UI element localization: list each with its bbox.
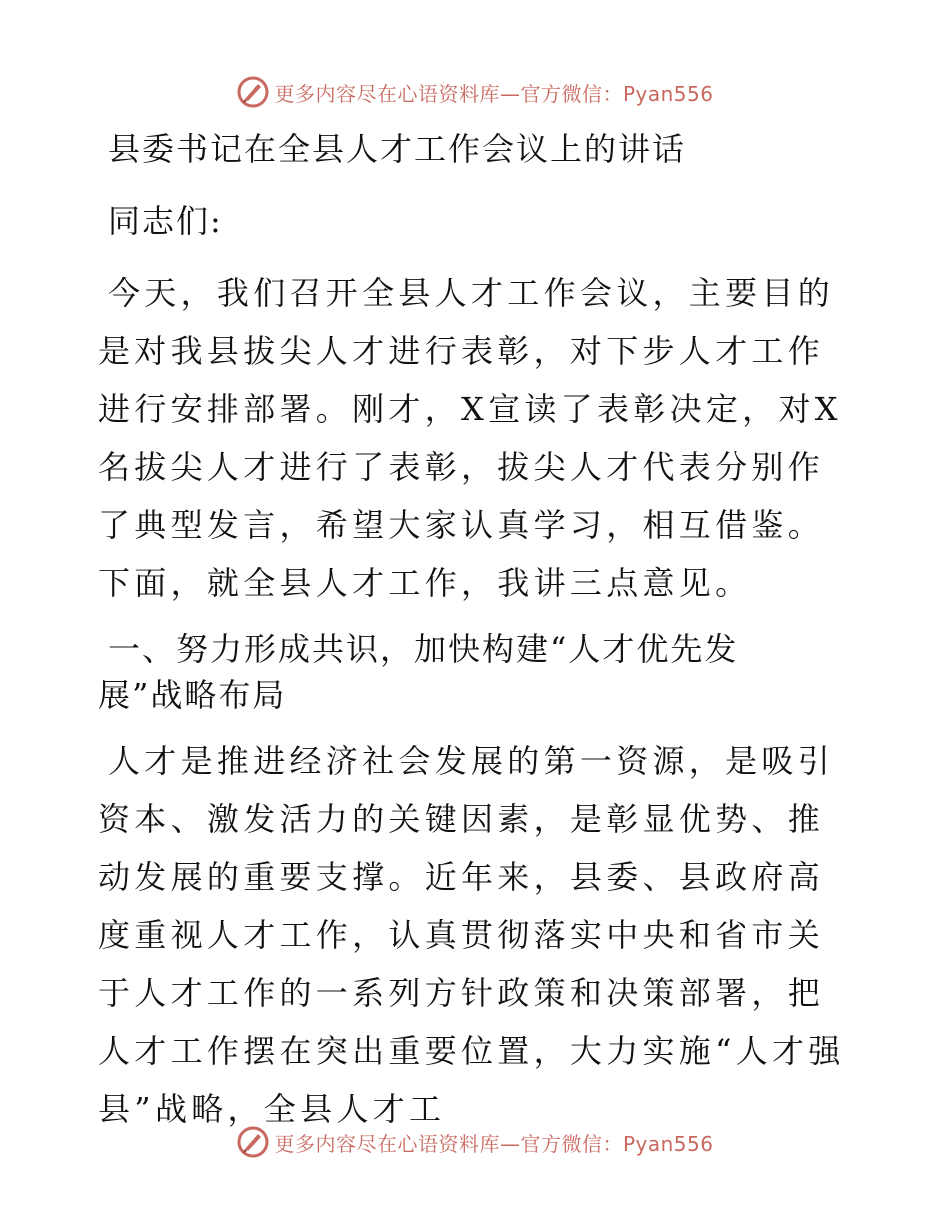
document-body xyxy=(98,120,858,1138)
paragraph-section-1: 人才是推进经济社会发展的第一资源，是吸引资本、激发活力的关键因素，是彰显优势、推动发展的重要支撑。近年来，县委、县政府高度重视人才工作，认真贯彻落实中央和省市关于人才工作的一系列方针政策和决策部署，把人才工作摆在突出重要位置，大力实施“人才强县”战略，全县人才工 xyxy=(98,742,845,1128)
watermark-text: 更多内容尽在心语资料库—官方微信：Pyan556 xyxy=(274,1131,714,1156)
watermark-footer xyxy=(0,1120,950,1164)
quill-logo-icon xyxy=(236,75,270,109)
quill-logo-icon xyxy=(236,1125,270,1159)
section-heading-1: 一、努力形成共识，加快构建“人才优先发展”战略布局 xyxy=(98,630,739,714)
paragraph-intro: 今天，我们召开全县人才工作会议，主要目的是对我县拔尖人才进行表彰，对下步人才工作进行安排部署。刚才，X宣读了表彰决定，对X名拔尖人才进行了表彰，拔尖人才代表分别作了典型发言，希望大家认真学习，相互借鉴。下面，就全县人才工作，我讲三点意见。 xyxy=(98,274,842,602)
salutation: 同志们: xyxy=(108,202,223,240)
document-title: 县委书记在全县人才工作会议上的讲话 xyxy=(108,130,687,168)
watermark-text: 更多内容尽在心语资料库—官方微信：Pyan556 xyxy=(274,81,714,106)
watermark-header xyxy=(0,70,950,114)
